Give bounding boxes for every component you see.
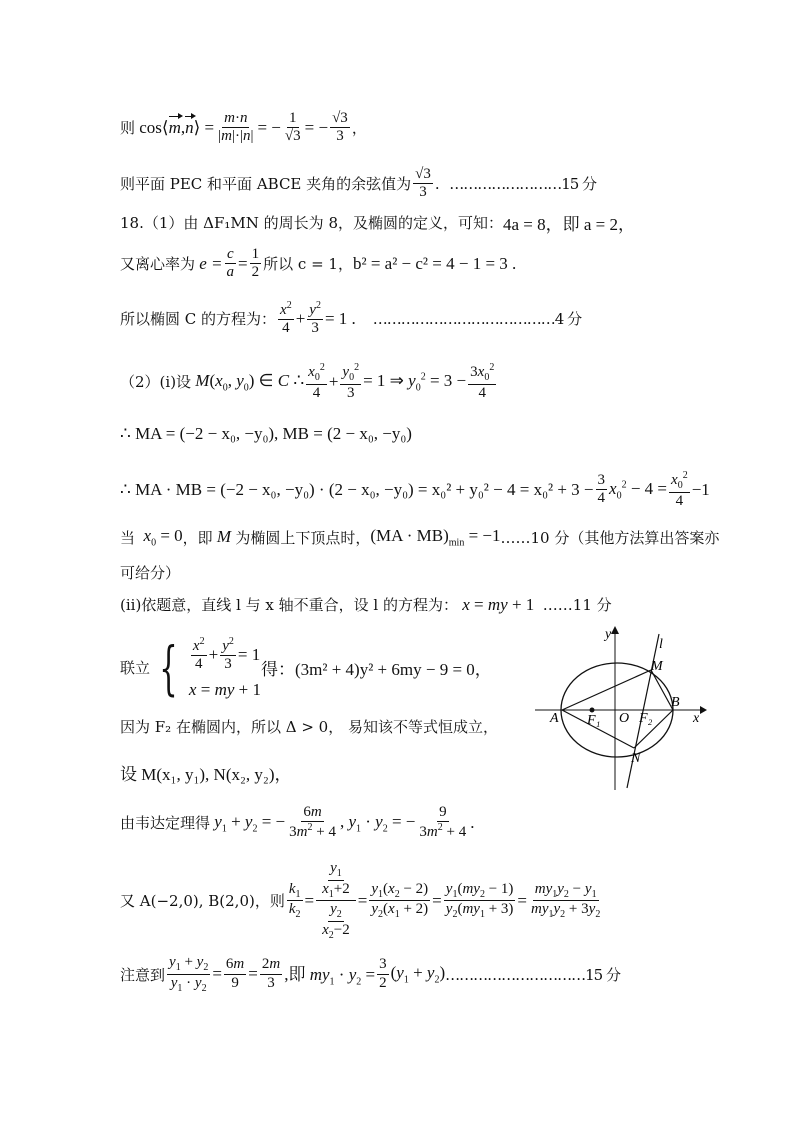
q18-2a: （2）(i)设 $M(x_0$, $y_0$) ∈ C ∴ $\frac{x_0^2}{4}$ + $\frac{y_0^2}{3}$ = 1 ⇒ $y_0^2 = 3$ − $\frac{3x_0^2}{4}$ [120,362,495,401]
label-y: y [605,627,612,642]
vieta-line: 由韦达定理得 $y_1 + y_2$ = − $\frac{6m}{3m^2 + 4}$ , $y_1 \cdot y_2$ = − $\frac{9}{3m^2 + 4}$ . [120,804,475,841]
label-A: A [550,711,559,726]
y-axis-arrow [611,626,619,634]
q18-1c: 所以椭圆 C 的方程为： $\frac{x^2}{4}$ + $\frac{y^2}{3}$ = 1 . …………………………………4 分 [120,300,582,337]
q18-ii: (ii)依题意，直线 l 与 x 轴不重合，设 l 的方程为： x = my + 1 ……11 分 [120,594,612,614]
again-line: 又 A(−2,0), B(2,0)，则 $\frac{k_1}{k_2}$ = $\frac{\frac{y_1}{x_1+2}}{\frac{y_2}{x_2-2}}$ = $\frac{y_1(x_2 - 2)}{y_2(x_1 + 2)}$ = $\frac{y_1(my_2 - 1)}{y_2(my_1 + 3)}$ = $\frac{my_1y_2 - y_1}{my_1y_2 + 3y_2}$ [120,860,601,941]
set-mn-line: 设 M(x₁, y₁), N(x₂, y₂)， [120,765,292,784]
q18-2c: ∴ MA · MB = (−2 − x₀, −y₀) · (2 − x₀, −y₀) = x₀² + y₀² − 4 = x₀² + 3 − $\frac{3}{4}$ $x_0^2 - 4$ = $\frac{x_0^2}{4}$ −1 [120,470,710,509]
label-l: l [659,637,663,652]
q18-2b: ∴ MA = (−2 − x₀, −y₀), MB = (2 − x₀, −y₀) [120,424,412,443]
label-F1: F₁ [587,713,601,728]
label-O: O [619,711,630,726]
label-M: M [651,659,663,674]
lianli-line: 联立 { $\frac{x^2}{4}$ + $\frac{y^2}{3}$ = 1 x = my + 1 得：(3m² + 4)y² + 6my − 9 = 0， [120,633,492,702]
focus-f1 [590,708,595,713]
label-F2: F₂ [639,711,653,726]
cos-tail: ， [351,119,367,138]
seg-AM [562,670,651,710]
seg-BM [651,670,673,710]
cos-prefix: 则 [120,119,136,138]
cos-formula: cos⟨m,n⟩ = [135,117,215,137]
cos-frac: $\frac{m\cdot n}{|m|\cdot|n|}$ [218,110,254,145]
plane-text: 则平面 PEC 和平面 ABCE 夹角的余弦值为 [120,175,412,194]
label-x: x [693,711,700,726]
x-axis-arrow [700,706,707,714]
label-N: N [631,751,641,766]
plane-line: 则平面 PEC 和平面 ABCE 夹角的余弦值为 $\frac{√3}{3}$ . ……………………15 分 [120,166,597,201]
note-score: …………………………15 分 [445,965,620,984]
f2-line: 因为 F₂ 在椭圆内，所以 Δ > 0， 易知该不等式恒成立， [120,718,498,736]
q18-2d: 当 $x_0 = 0$ ，即 M 为椭圆上下顶点时， $(MA \cdot MB)_{min} = -1$ ……10 分（其他方法算出答案亦 [120,526,720,549]
ellipse-figure [535,622,715,792]
plane-score: ……………………15 分 [449,175,597,194]
q18-2e: 可给分） [120,564,181,582]
label-B: B [671,695,680,710]
note-line: 注意到 $\frac{y_1 + y_2}{y_1 \cdot y_2}$ = $\frac{6m}{9}$ = $\frac{2m}{3}$ ,即 $my_1 \cdot y_2$ = $\frac{3}{2}$ $(y_1 + y_2)$ …………………………15 分 [120,954,620,994]
cos-line: 则 cos⟨m,n⟩ = $\frac{m\cdot n}{|m|\cdot|n|}$ = − $\frac{1}{√3}$ = − $\frac{√3}{3}$ ， [120,110,367,145]
q18-1c-score: …………………………………4 分 [372,310,582,329]
q18-1b: 又离心率为 e = $\frac{c}{a}$ = $\frac{1}{2}$ 所以 c = 1， b² = a² − c² = 4 − 1 = 3 . [120,246,517,281]
q18-1a: 18.（1）由 ΔF₁MN 的周长为 8，及椭圆的定义，可知： 4a = 8，即 a = 2， [120,214,636,234]
